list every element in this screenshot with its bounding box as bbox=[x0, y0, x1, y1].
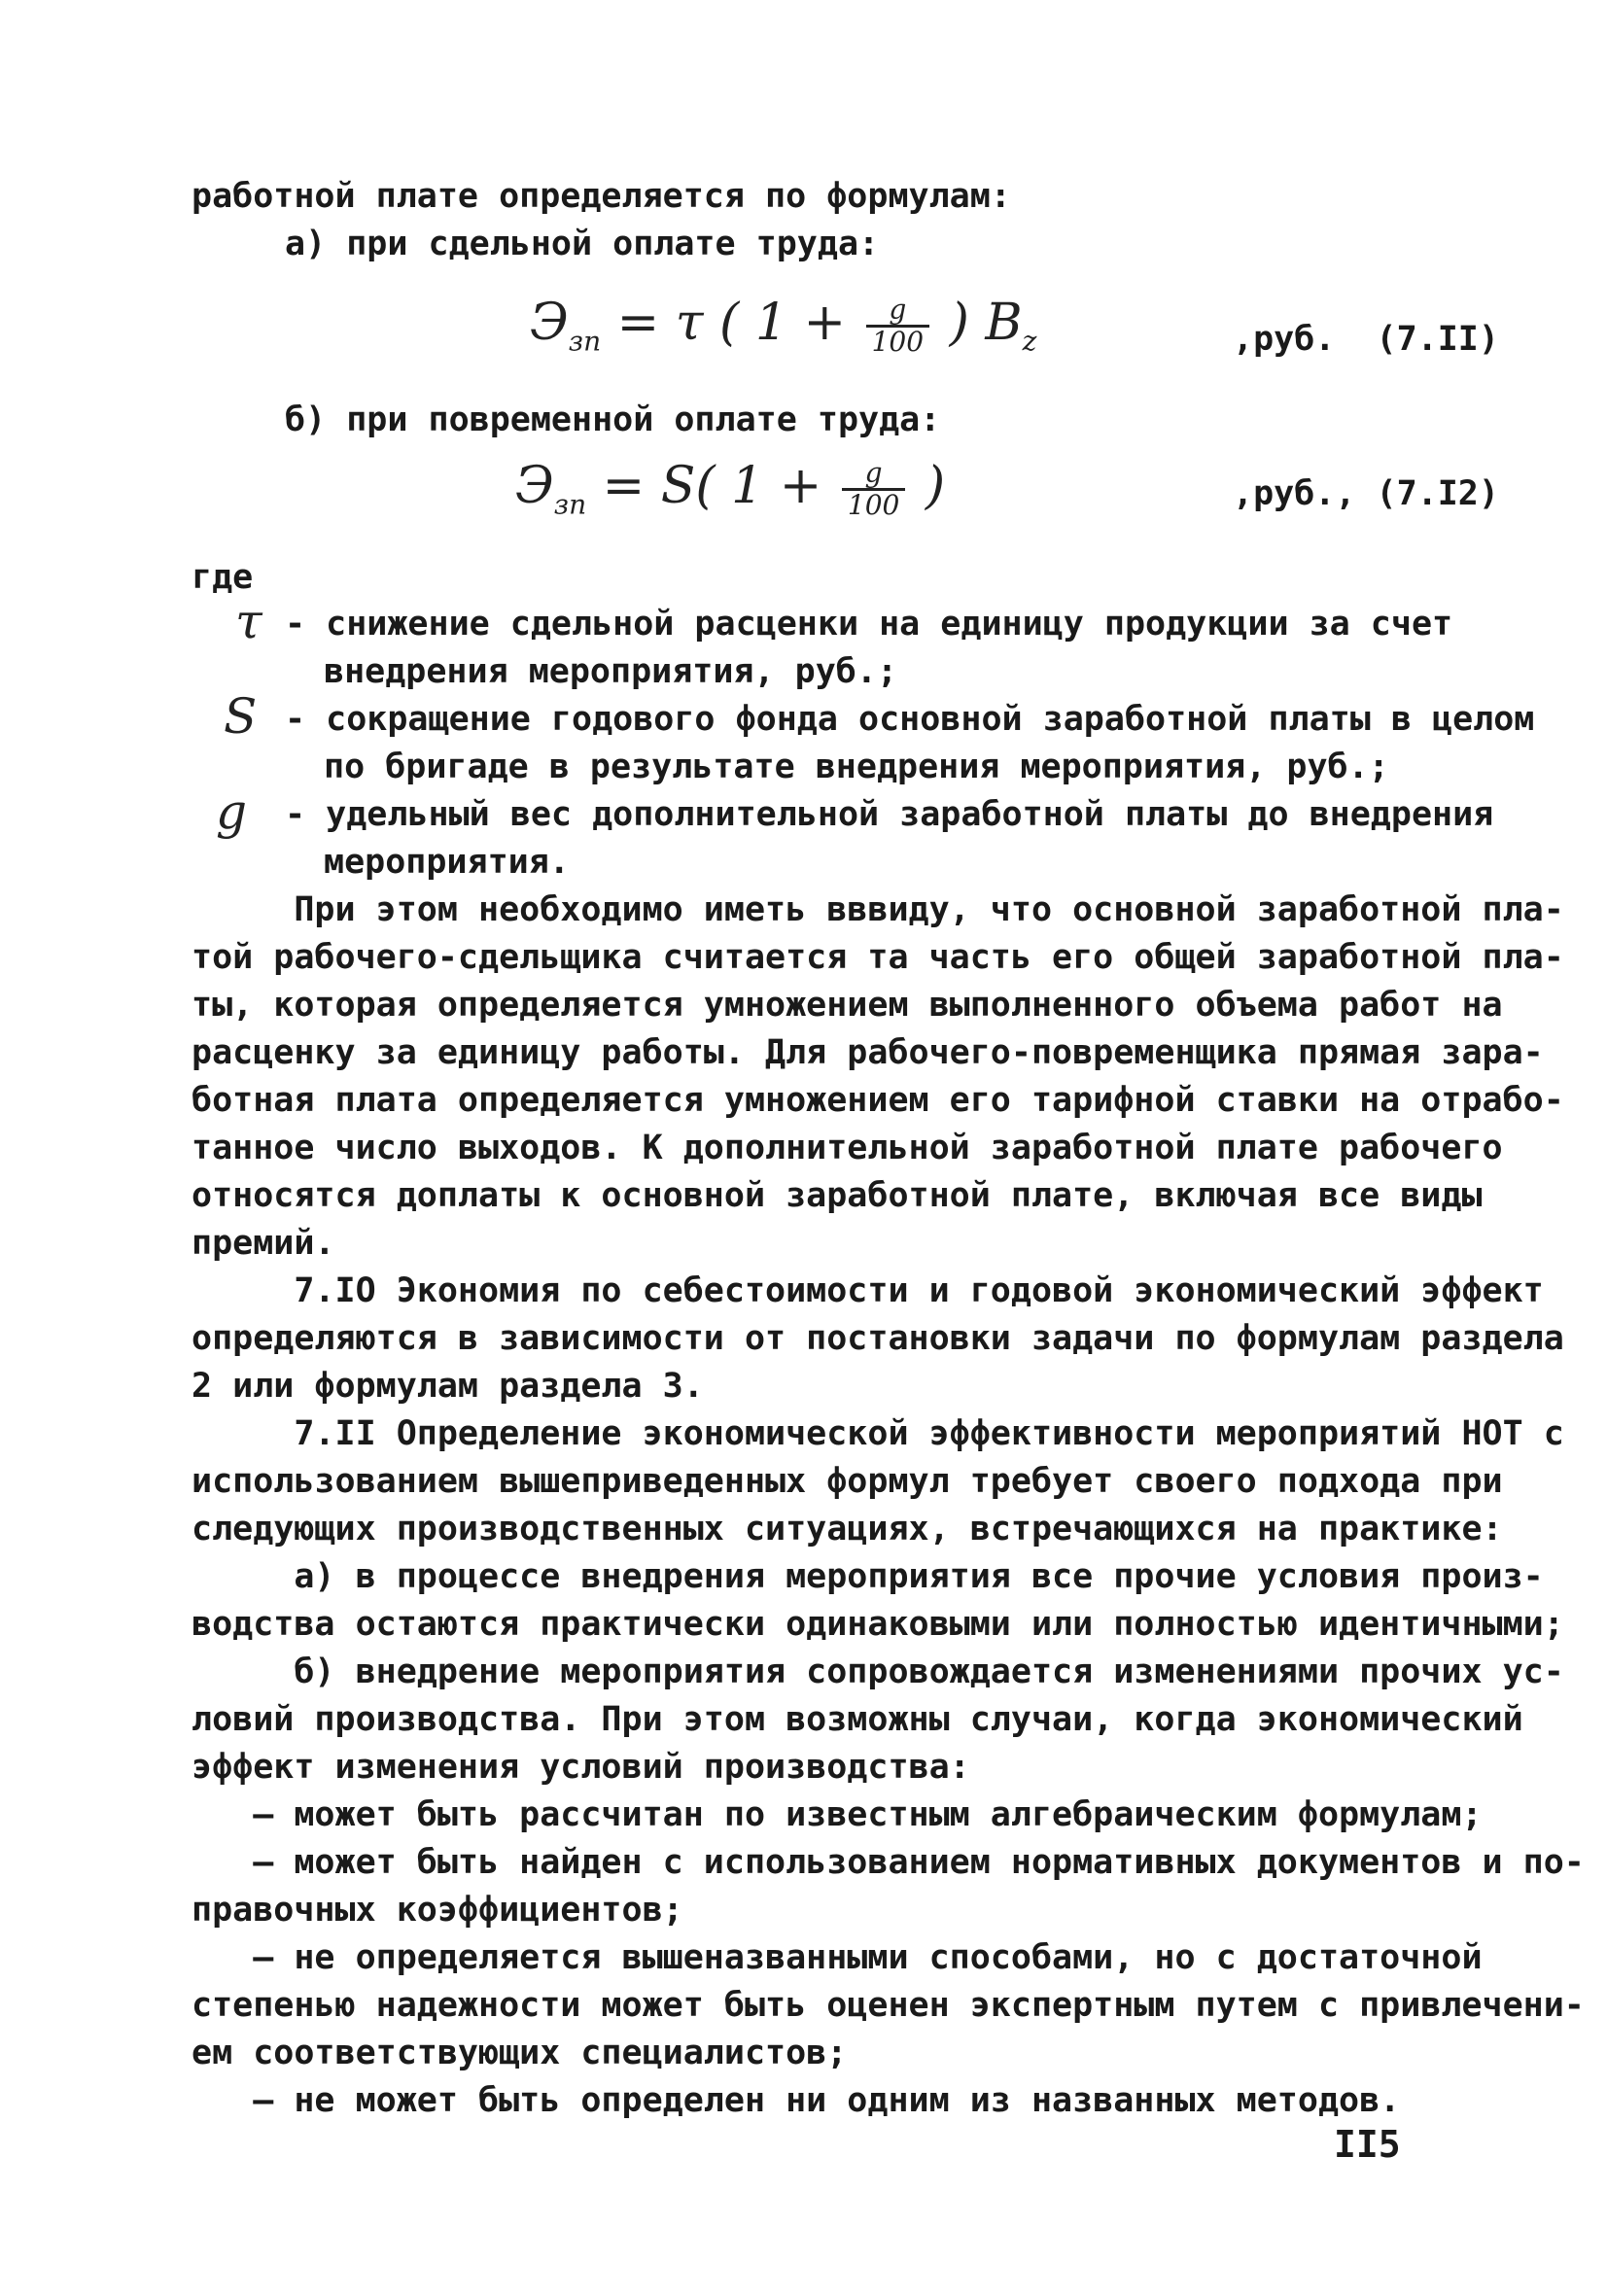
def-tau-line1: - снижение сдельной расценки на единицу продукции за счет bbox=[285, 605, 1453, 644]
text-line: относятся доплаты к основной заработной плате, включая все виды bbox=[192, 1176, 1483, 1215]
text-line: премий. bbox=[192, 1224, 335, 1263]
bullet-item-cont: ем соответствующих специалистов; bbox=[192, 2034, 848, 2072]
text-line: б) внедрение мероприятия сопровождается изменениями прочих ус- bbox=[192, 1652, 1564, 1691]
formula-2: $Э_{зп} = S$( 1 + $\frac{g}{100}$ ) bbox=[515, 457, 946, 521]
formula-1-fraction: $\frac{g}{100}$ bbox=[866, 296, 929, 357]
case-b-heading: б) при повременной оплате труда: bbox=[285, 400, 941, 439]
text-line: той рабочего-сдельщика считается та часть его общей заработной пла- bbox=[192, 938, 1564, 977]
def-g-line2: мероприятия. bbox=[324, 843, 570, 882]
case-a-heading: а) при сдельной оплате труда: bbox=[285, 225, 880, 263]
text-line: ты, которая определяется умножением выполненного объема работ на bbox=[192, 986, 1503, 1025]
def-tau-line2: внедрения мероприятия, руб.; bbox=[324, 652, 898, 691]
paragraph-1 bbox=[192, 887, 1564, 1268]
intro-line: работной плате определяется по формулам: bbox=[192, 177, 1011, 216]
bullet-item: – может быть рассчитан по известным алгебраическим формулам; bbox=[192, 1795, 1483, 1834]
formula-1-label: ,руб. (7.II) bbox=[1233, 320, 1499, 359]
symbol-g-icon: g bbox=[216, 783, 248, 840]
symbol-tau-icon: τ bbox=[235, 593, 262, 649]
symbol-s-icon: S bbox=[224, 688, 258, 745]
where-label: где bbox=[192, 558, 254, 597]
text-line: а) в процессе внедрения мероприятия все прочие условия произ- bbox=[192, 1557, 1544, 1596]
text-line: следующих производственных ситуациях, встречающихся на практике: bbox=[192, 1510, 1503, 1548]
text-line: ботная плата определяется умножением его тарифной ставки на отрабо- bbox=[192, 1081, 1564, 1120]
text-line: расценку за единицу работы. Для рабочего-повременщика прямая зара- bbox=[192, 1033, 1544, 1072]
text-line: танное число выходов. К дополнительной заработной плате рабочего bbox=[192, 1129, 1503, 1167]
formula-2-label: ,руб., (7.I2) bbox=[1233, 474, 1499, 513]
text-line: водства остаются практически одинаковыми или полностью идентичными; bbox=[192, 1605, 1564, 1644]
bullet-item-cont: степенью надежности может быть оценен экспертным путем с привлечени- bbox=[192, 1986, 1585, 2025]
def-g-line1: - удельный вес дополнительной заработной платы до внедрения bbox=[285, 795, 1494, 834]
text-line: 7.IO Экономия по себестоимости и годовой экономический эффект bbox=[192, 1271, 1544, 1310]
paragraph-2 bbox=[192, 1268, 1564, 1410]
def-s-line2: по бригаде в результате внедрения мероприятия, руб.; bbox=[324, 748, 1389, 786]
formula-2-fraction: $\frac{g}{100}$ bbox=[842, 459, 905, 520]
text-line: 7.II Определение экономической эффективности мероприятий НОТ с bbox=[192, 1414, 1564, 1453]
text-line: 2 или формулам раздела 3. bbox=[192, 1367, 704, 1406]
paragraph-3 bbox=[192, 1410, 1564, 1553]
text-line: ловий производства. При этом возможны случаи, когда экономический bbox=[192, 1700, 1523, 1739]
bullet-item-cont: правочных коэффициентов; bbox=[192, 1891, 683, 1930]
text-line: При этом необходимо иметь вввиду, что основной заработной пла- bbox=[192, 890, 1564, 929]
formula-1: $Э_{зп} = \tau$ ( 1 + $\frac{g}{100}$ ) $B_z$ bbox=[530, 294, 1037, 358]
item-b bbox=[192, 1649, 1564, 1792]
text-line: эффект изменения условий производства: bbox=[192, 1748, 970, 1787]
bullet-item: – не может быть определен ни одним из названных методов. bbox=[192, 2081, 1401, 2120]
bullet-item: – не определяется вышеназванными способами, но с достаточной bbox=[192, 1938, 1483, 1977]
def-s-line1: - сокращение годового фонда основной заработной платы в целом bbox=[285, 700, 1535, 739]
text-line: определяются в зависимости от постановки задачи по формулам раздела bbox=[192, 1319, 1564, 1358]
bullet-item: – может быть найден с использованием нормативных документов и по- bbox=[192, 1843, 1585, 1882]
text-line: использованием вышеприведенных формул требует своего подхода при bbox=[192, 1462, 1503, 1501]
bullet-list bbox=[192, 1792, 1585, 2125]
page-number: II5 bbox=[1334, 2123, 1401, 2166]
item-a bbox=[192, 1553, 1564, 1649]
